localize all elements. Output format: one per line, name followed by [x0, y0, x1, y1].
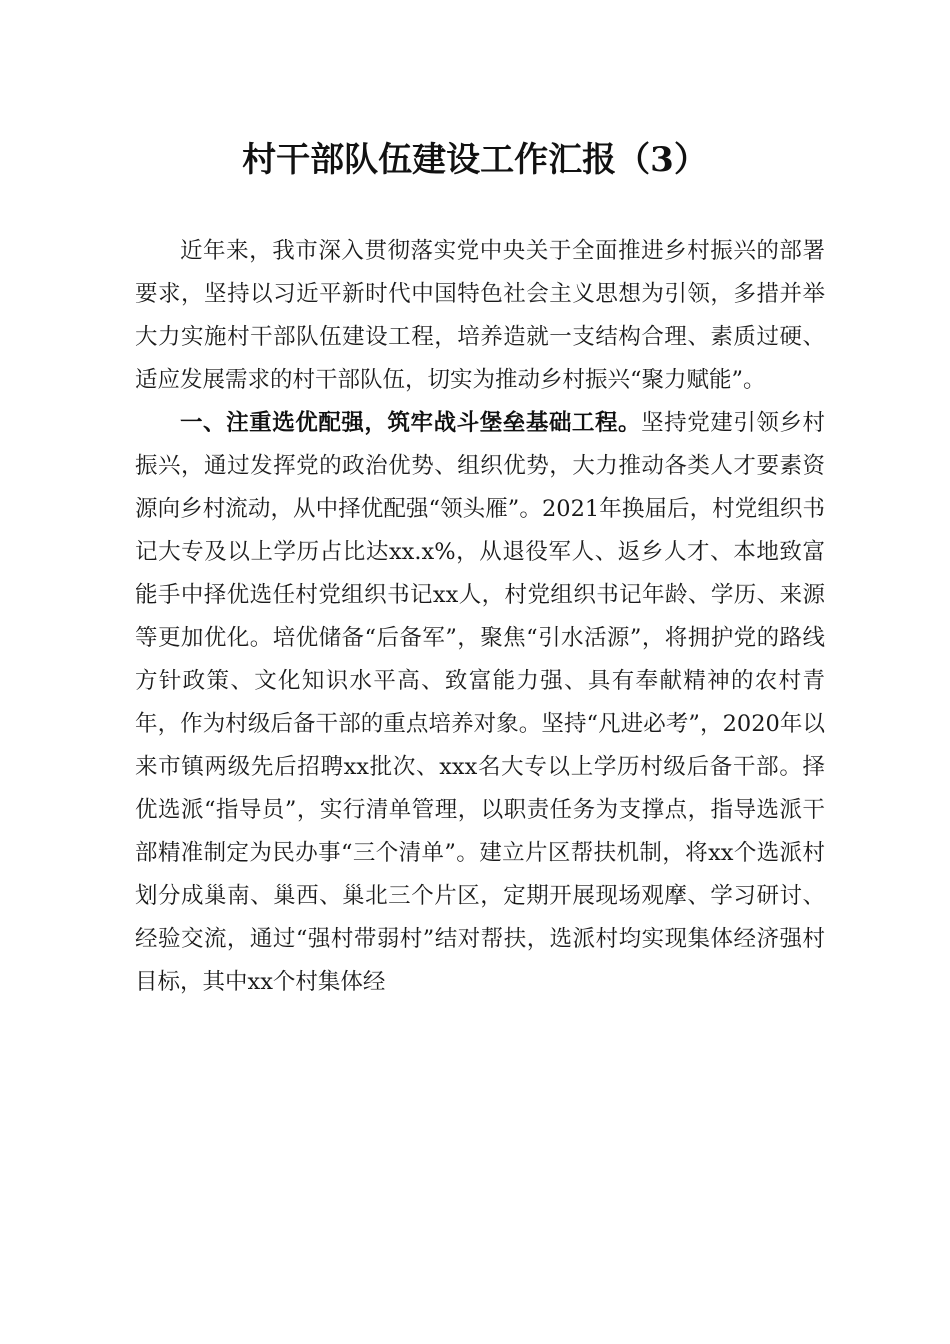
- intro-paragraph-text: 近年来，我市深入贯彻落实党中央关于全面推进乡村振兴的部署要求，坚持以习近平新时代中国特色社会主义思想为引领，多措并举大力实施村干部队伍建设工程，培养造就一支结构合理、素质过硬、适应发展需求的村干部队伍，切实为推动乡村振兴“聚力赋能”。: [135, 238, 825, 393]
- document-body: [135, 230, 825, 1004]
- section-one-paragraph: [135, 402, 825, 1004]
- document-title: 村干部队伍建设工作汇报（3）: [242, 140, 708, 180]
- intro-paragraph: [135, 230, 825, 402]
- section-one-text: 坚持党建引领乡村振兴，通过发挥党的政治优势、组织优势，大力推动各类人才要素资源向乡村流动，从中择优配强“领头雁”。2021年换届后，村党组织书记大专及以上学历占比达xx.x%，从退役军人、返乡人才、本地致富能手中择优选任村党组织书记xx人，村党组织书记年龄、学历、来源等更加优化。培优储备“后备军”，聚焦“引水活源”，将拥护党的路线方针政策、文化知识水平高、致富能力强、具有奉献精神的农村青年，作为村级后备干部的重点培养对象。坚持“凡进必考”，2020年以来市镇两级先后招聘xx批次、xxx名大专以上学历村级后备干部。择优选派“指导员”，实行清单管理，以职责任务为支撑点，指导选派干部精准制定为民办事“三个清单”。建立片区帮扶机制，将xx个选派村划分成巢南、巢西、巢北三个片区，定期开展现场观摩、学习研讨、经验交流，通过“强村带弱村”结对帮扶，选派村均实现集体经济强村目标，其中xx个村集体经: [135, 410, 825, 995]
- section-one-heading: 一、注重选优配强，筑牢战斗堡垒基础工程。: [180, 410, 642, 436]
